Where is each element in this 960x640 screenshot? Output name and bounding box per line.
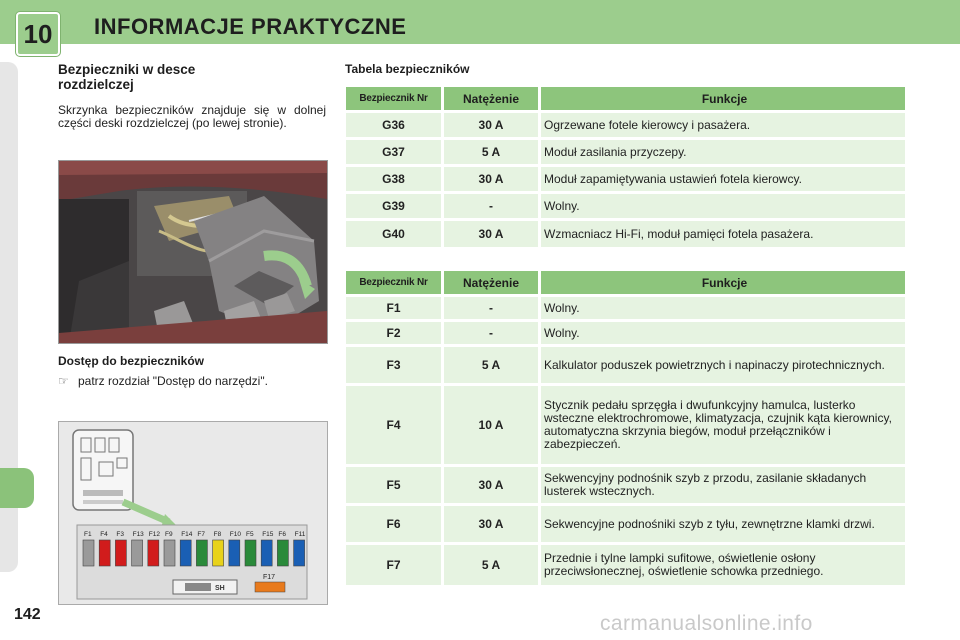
header-current: Natężenie — [444, 87, 538, 110]
fuse-number: G39 — [346, 194, 441, 218]
pointing-hand-icon: ☞ — [58, 374, 69, 388]
header-fuse-number: Bezpiecznik Nr — [346, 87, 441, 110]
chapter-tab[interactable] — [0, 468, 34, 508]
fuse-function: Stycznik pedału sprzęgła i dwufunkcyjny hamulca, lusterko wsteczne elektrochromowe, klimatyzacja, czujnik kąta kierownicy, automatyczna skrzynia biegów, moduł przełączników i zabezpieczeń. — [541, 386, 905, 464]
fuse-number: G40 — [346, 221, 441, 247]
fuse-label: F8 — [213, 531, 222, 538]
extra-fuse-label: F17 — [263, 574, 276, 581]
fuse-number: G37 — [346, 140, 441, 164]
fuse-current: - — [444, 322, 538, 344]
fuse-current: 5 A — [444, 347, 538, 383]
table-row — [346, 467, 905, 503]
fuse-label: F1 — [84, 531, 92, 538]
fuse-label: F14 — [181, 531, 193, 538]
fuse-current: 5 A — [444, 140, 538, 164]
fuse-body — [229, 540, 240, 566]
header-functions: Funkcje — [541, 271, 905, 294]
table-row — [346, 221, 905, 247]
fuse-function: Sekwencyjny podnośnik szyb z przodu, zasilanie składanych lusterek wstecznych. — [541, 467, 905, 503]
fuse-body — [180, 540, 191, 566]
table-row — [346, 194, 905, 218]
fuse-current: 30 A — [444, 467, 538, 503]
fuse-body — [132, 540, 143, 566]
fuse-number: F1 — [346, 297, 441, 319]
fuse-label: F13 — [132, 531, 144, 538]
fuse-current: 5 A — [444, 545, 538, 585]
table-row — [346, 322, 905, 344]
fuse-body — [213, 540, 224, 566]
fuse-label: F12 — [148, 531, 161, 538]
table-header-row — [346, 87, 905, 110]
fuse-number: G36 — [346, 113, 441, 137]
fuse-body — [196, 540, 207, 566]
header-fuse-number: Bezpiecznik Nr — [346, 271, 441, 294]
fuse-current: 30 A — [444, 506, 538, 542]
extra-fuse — [255, 582, 285, 592]
table-row — [346, 140, 905, 164]
fuse-number: F3 — [346, 347, 441, 383]
section-text: Skrzynka bezpieczników znajduje się w dolnej części deski rozdzielczej (po lewej stronie). — [58, 103, 326, 130]
fuse-current: 30 A — [444, 221, 538, 247]
fuse-label: F3 — [116, 531, 124, 538]
fuse-function: Moduł zasilania przyczepy. — [541, 140, 905, 164]
table-caption: Tabela bezpieczników — [345, 62, 470, 76]
fuse-label: F10 — [229, 531, 242, 538]
fusebox-diagram — [58, 421, 328, 605]
fusebox-location-photo — [58, 160, 328, 344]
table-row — [346, 113, 905, 137]
chapter-badge — [16, 12, 60, 56]
fuse-function: Wzmacniacz Hi-Fi, moduł pamięci fotela pasażera. — [541, 221, 905, 247]
table-row — [346, 297, 905, 319]
watermark: carmanualsonline.info — [600, 612, 813, 635]
fuse-current: 10 A — [444, 386, 538, 464]
fuse-number: F2 — [346, 322, 441, 344]
header-functions: Funkcje — [541, 87, 905, 110]
table-row — [346, 347, 905, 383]
fuse-body — [245, 540, 256, 566]
fuse-number: F7 — [346, 545, 441, 585]
fuse-label: F9 — [165, 531, 173, 538]
table-row — [346, 545, 905, 585]
fuse-label: F7 — [197, 531, 205, 538]
fuse-number: F6 — [346, 506, 441, 542]
access-line — [58, 374, 338, 388]
fuse-current: 30 A — [444, 167, 538, 191]
fuse-label: F5 — [246, 531, 254, 538]
table-row — [346, 167, 905, 191]
header-curve — [44, 44, 960, 62]
fuse-function: Sekwencyjne podnośniki szyb z tyłu, zewnętrzne klamki drzwi. — [541, 506, 905, 542]
fuse-function: Ogrzewane fotele kierowcy i pasażera. — [541, 113, 905, 137]
fuse-current: - — [444, 297, 538, 319]
fuse-number: F4 — [346, 386, 441, 464]
fuse-number: F5 — [346, 467, 441, 503]
fuse-body — [277, 540, 288, 566]
left-column — [58, 62, 328, 130]
fuse-function: Wolny. — [541, 322, 905, 344]
fuse-function: Kalkulator poduszek powietrznych i napinaczy pirotechnicznych. — [541, 347, 905, 383]
fuse-function: Wolny. — [541, 194, 905, 218]
fuse-label: F6 — [278, 531, 286, 538]
fuse-number: G38 — [346, 167, 441, 191]
fuse-body — [164, 540, 175, 566]
fuse-label: F4 — [100, 531, 108, 538]
fuse-label: F15 — [262, 531, 274, 538]
fuse-body — [148, 540, 159, 566]
fuse-body — [115, 540, 126, 566]
fuse-table-2 — [343, 268, 908, 588]
fuse-label: F11 — [294, 531, 306, 538]
header-current: Natężenie — [444, 271, 538, 294]
table-header-row — [346, 271, 905, 294]
fuse-body — [83, 540, 94, 566]
section-title: Bezpieczniki w desce rozdzielczej — [58, 62, 196, 92]
fuse-function: Wolny. — [541, 297, 905, 319]
fusebox-diagram-illustration — [59, 422, 327, 604]
fuse-body — [99, 540, 110, 566]
fuse-function: Moduł zapamiętywania ustawień fotela kierowcy. — [541, 167, 905, 191]
table-row — [346, 386, 905, 464]
access-text: patrz rozdział "Dostęp do narzędzi". — [78, 374, 268, 388]
table-row — [346, 506, 905, 542]
access-title: Dostęp do bezpieczników — [58, 354, 205, 368]
relay-label: SH — [215, 585, 225, 592]
fusebox-photo-illustration — [59, 161, 327, 343]
fuse-body — [261, 540, 272, 566]
fuse-function: Przednie i tylne lampki sufitowe, oświetlenie osłony przeciwsłonecznej, oświetlenie schowka przedniego. — [541, 545, 905, 585]
fuse-current: 30 A — [444, 113, 538, 137]
fuse-current: - — [444, 194, 538, 218]
fuse-body — [294, 540, 305, 566]
fuse-table-1 — [343, 84, 908, 250]
page-title: INFORMACJE PRAKTYCZNE — [94, 14, 407, 39]
chapter-number: 10 — [23, 19, 53, 49]
page-number: 142 — [14, 606, 41, 623]
